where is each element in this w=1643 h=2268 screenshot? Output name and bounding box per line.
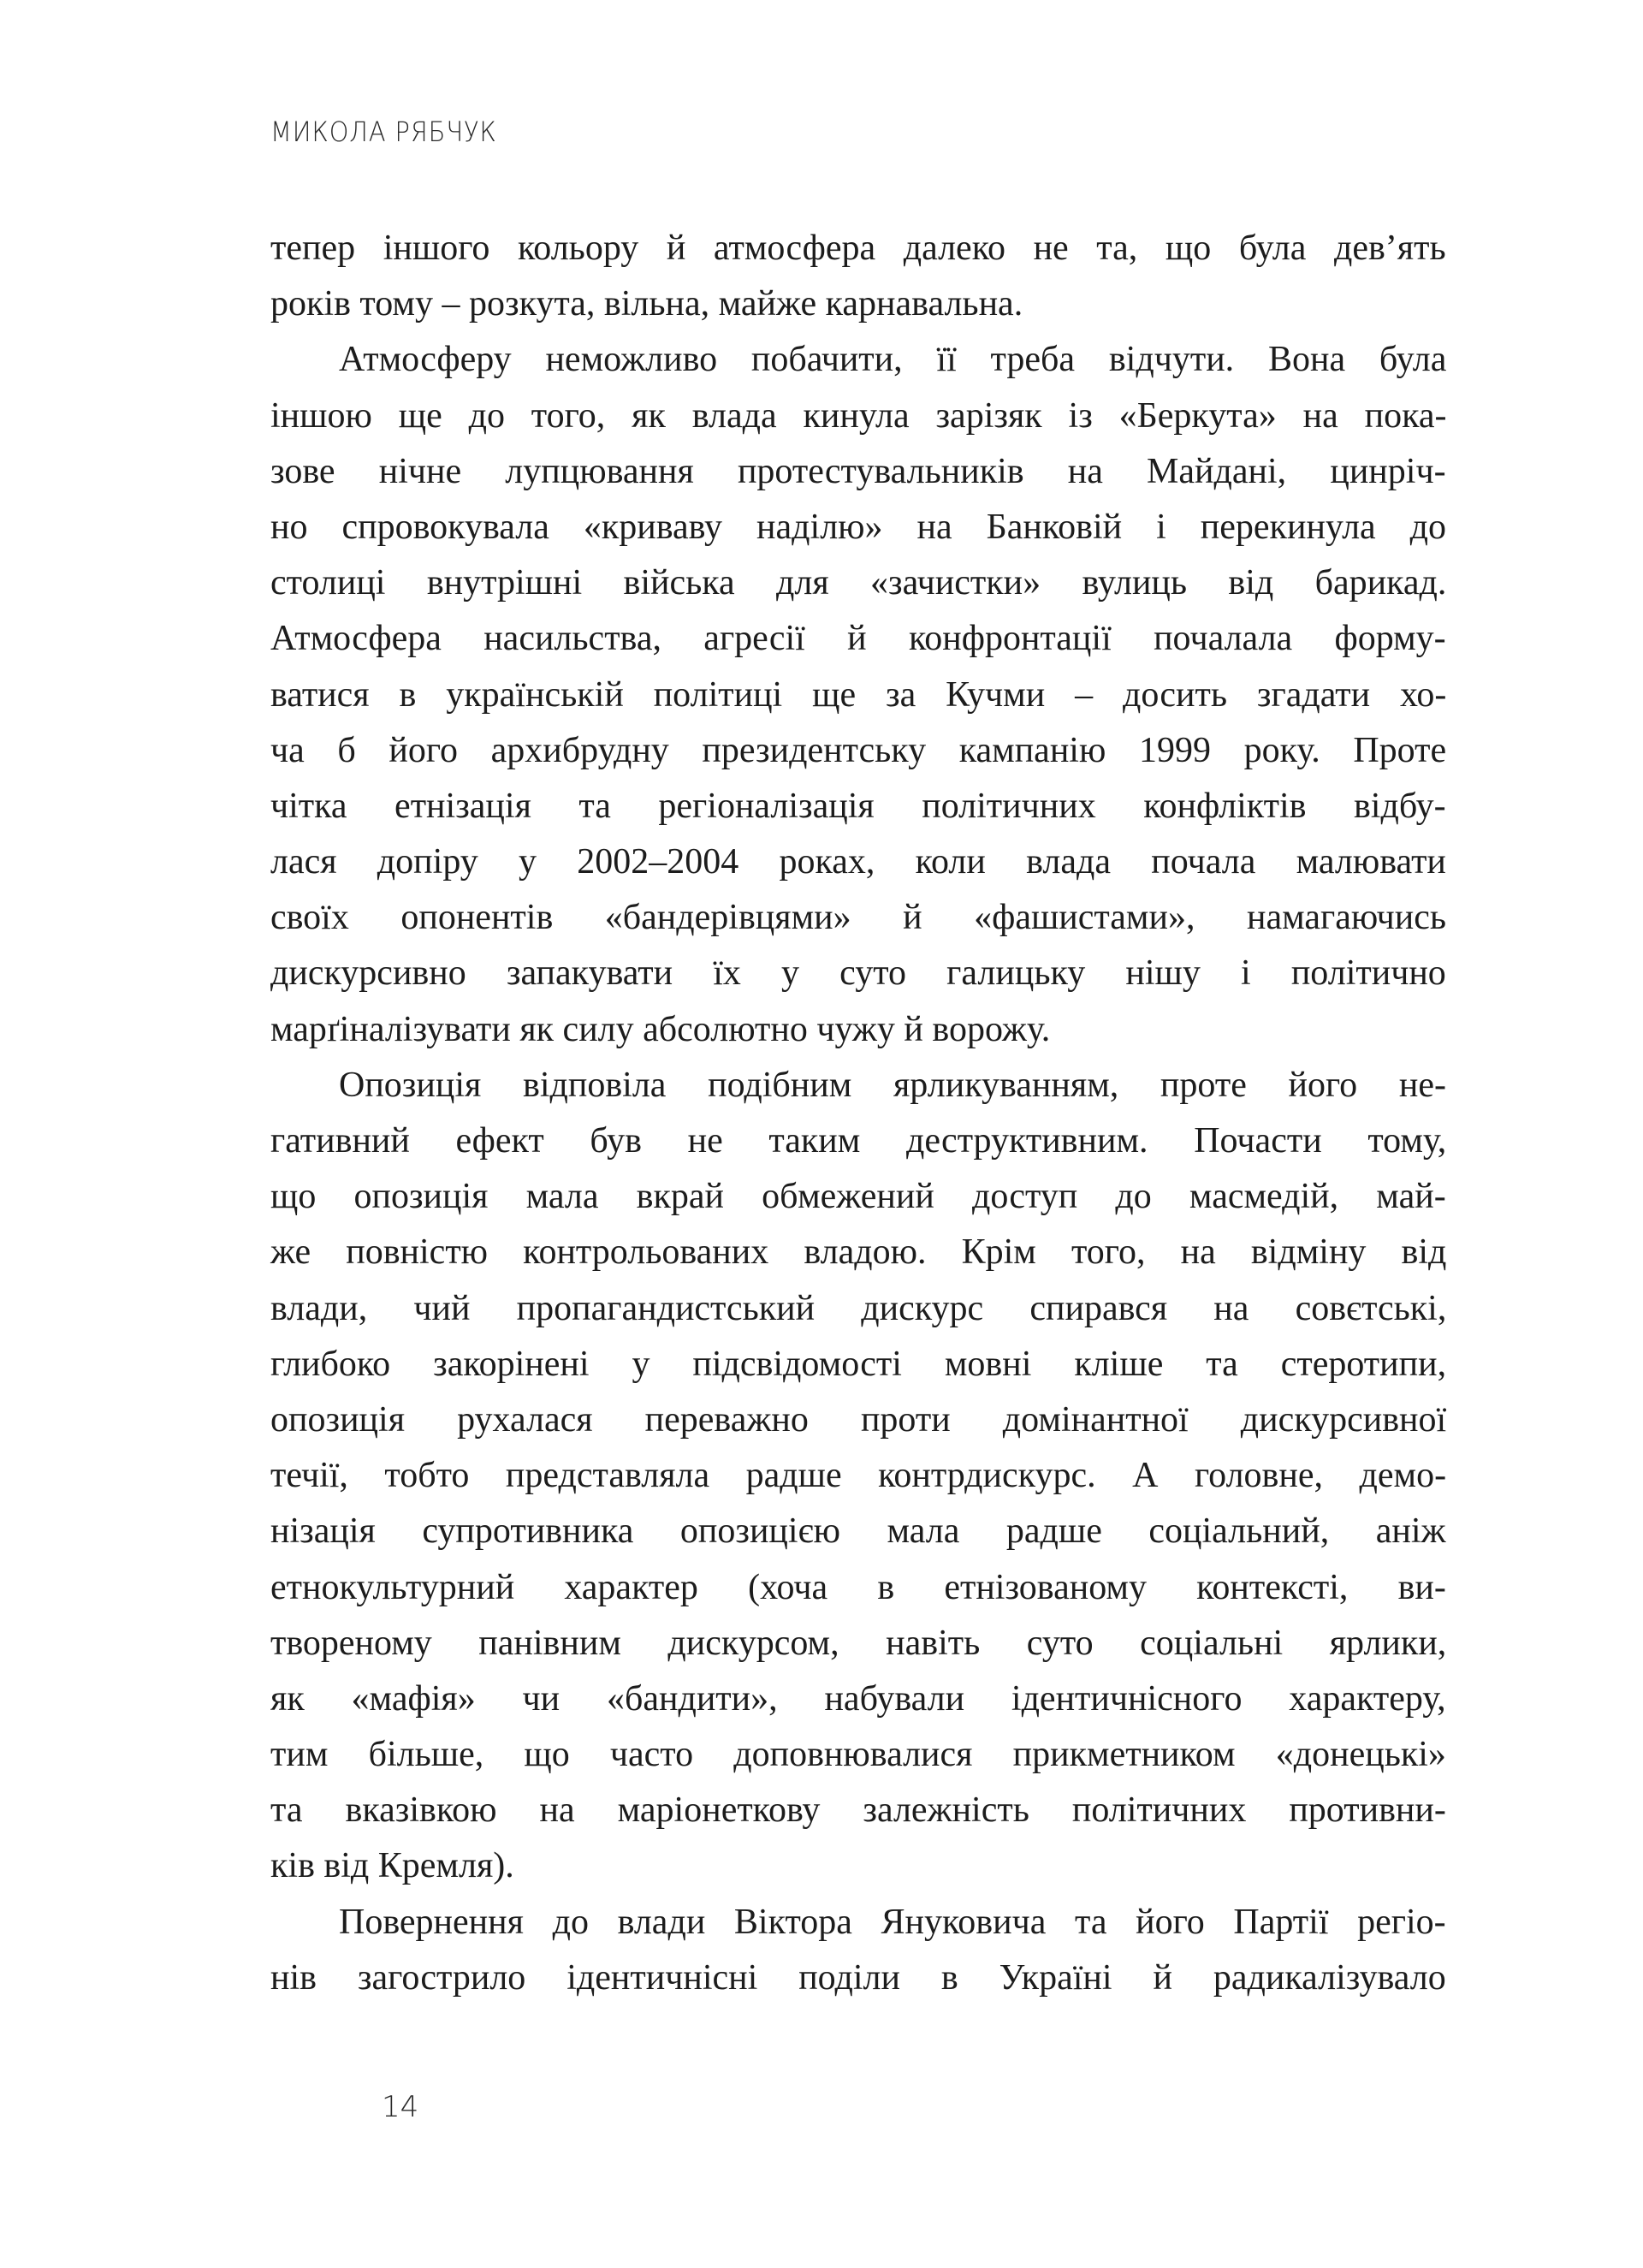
text-line: ча б його архибрудну президентську кампанію 1999 року. Проте (270, 730, 1447, 770)
text-line: влади, чий пропагандистський дискурс спирався на совєтські, (270, 1288, 1447, 1328)
text-line: іншою ще до того, як влада кинула зарізяк із «Беркута» на пока- (270, 395, 1447, 436)
text-line: що опозиція мала вкрай обмежений доступ до масмедій, май- (270, 1177, 1446, 1217)
text-line: як «мафія» чи «бандити», набували ідентичнісного характеру, (270, 1678, 1446, 1719)
text-line: нізація супротивника опозицією мала радше соціальний, аніж (270, 1511, 1446, 1552)
text-line: твореному панівним дискурсом, навіть суто соціальні ярлики, (270, 1623, 1447, 1663)
text-line: дискурсивно запакувати їх у суто галицьку нішу і політично (270, 953, 1446, 994)
text-line: своїх опонентів «бандерівцями» й «фашистами», намагаючись (270, 898, 1447, 938)
text-line: лася допіру у 2002–2004 роках, коли влада почала малювати (270, 842, 1446, 882)
text-line: років тому – розкута, вільна, майже карнавальна. (270, 284, 1023, 324)
text-line: опозиція рухалася переважно проти домінантної дискурсивної (270, 1399, 1447, 1440)
text-line: Атмосфера насильства, агресії й конфронтації почалала форму- (270, 619, 1446, 659)
text-line: тепер іншого кольору й атмосфера далеко не та, що була дев’ять (270, 229, 1446, 268)
text-line: зове нічне лупцювання протестувальників на Майдані, цинріч- (270, 451, 1446, 491)
text-line: тим більше, що часто доповнювалися прикметником «донецькі» (270, 1735, 1446, 1775)
text-line: Опозиція відповіла подібним ярликуванням, проте його не- (339, 1065, 1446, 1105)
text-line: но спровокувала «криваву наділю» на Банковій і перекинула до (270, 507, 1447, 547)
text-line: столиці внутрішні війська для «зачистки» вулиць від барикад. (270, 563, 1447, 603)
text-line: ків від Кремля). (270, 1846, 514, 1886)
text-line: марґіналізувати як силу абсолютно чужу й ворожу. (270, 1009, 1051, 1049)
text-line: нів загострило ідентичнісні поділи в Україні й радикалізувало (270, 1957, 1446, 1998)
page-number: 14 (382, 2090, 419, 2124)
text-line: гативний ефект був не таким деструктивним. Почасти тому, (270, 1121, 1447, 1161)
text-line: чітка етнізація та регіоналізація політичних конфліктів відбу- (270, 786, 1446, 826)
text-line: течії, тобто представляла радше контрдискурс. А головне, демо- (270, 1456, 1447, 1496)
text-line: же повністю контрольованих владою. Крім того, на відміну від (270, 1232, 1447, 1273)
text-line: глибоко закорінені у підсвідомості мовні кліше та стеротипи, (270, 1344, 1447, 1384)
text-line: Атмосферу неможливо побачити, її треба відчути. Вона була (339, 340, 1447, 380)
text-line: ватися в українській політиці ще за Кучми – досить згадати хо- (270, 674, 1447, 715)
text-line: Повернення до влади Віктора Януковича та його Партії регіо- (339, 1902, 1446, 1942)
running-head-author: МИКОЛА РЯБЧУК (270, 116, 497, 148)
text-line: та вказівкою на маріонеткову залежність політичних противни- (270, 1790, 1446, 1831)
body-text (270, 221, 1446, 2006)
text-line: етнокультурний характер (хоча в етнізованому контексті, ви- (270, 1567, 1446, 1607)
